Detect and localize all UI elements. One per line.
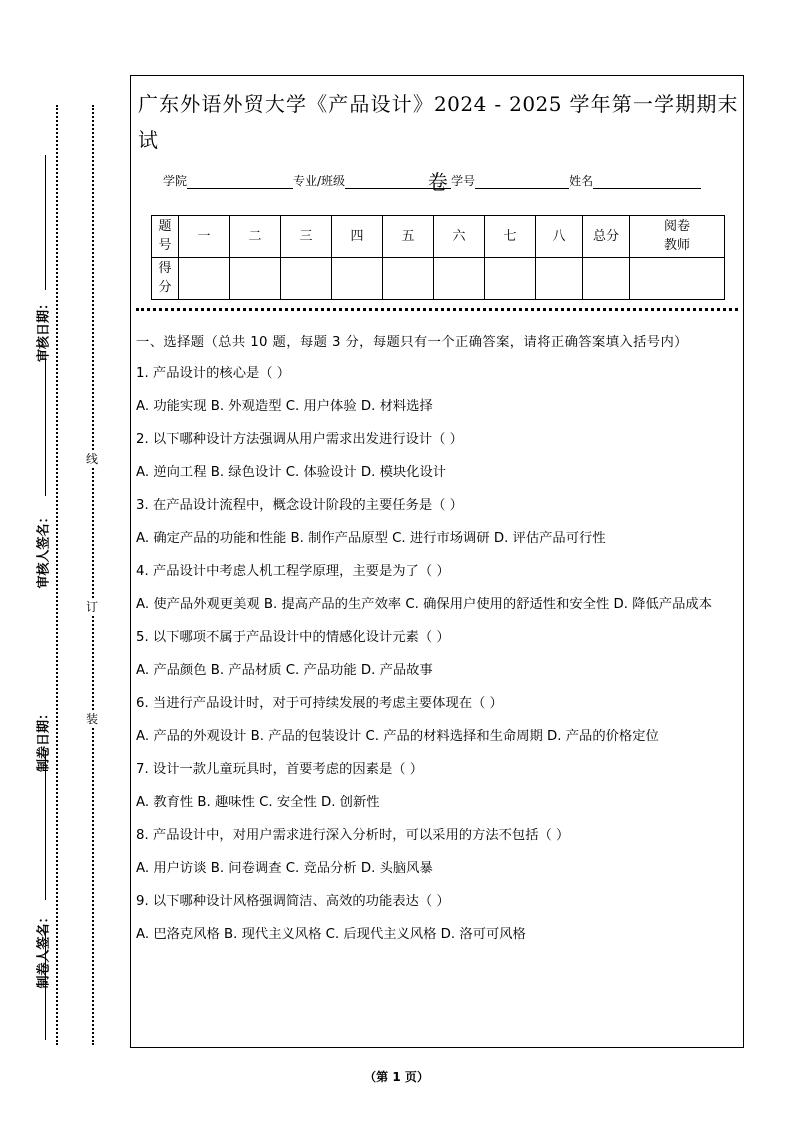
- question-options: A. 确定产品的功能和性能 B. 制作产品原型 C. 进行市场调研 D. 评估产品可行性: [136, 531, 606, 546]
- row-label: 得分: [158, 261, 172, 295]
- column-header: 七: [485, 216, 536, 258]
- question-list: [136, 363, 740, 945]
- college-blank[interactable]: [187, 174, 293, 189]
- score-cell[interactable]: [332, 258, 383, 300]
- column-header: 一: [179, 216, 230, 258]
- question-text: 4. 产品设计中考虑人机工程学原理，主要是为了（ ）: [136, 564, 450, 579]
- signature-line: [45, 155, 46, 290]
- signature-line: [45, 358, 46, 496]
- page-number: （第 1 页）: [364, 1070, 429, 1084]
- score-table-score-row: [152, 258, 725, 300]
- field-label-student-id: 学号: [451, 174, 476, 188]
- binding-char-ding: 订: [86, 600, 99, 614]
- score-cell[interactable]: [230, 258, 281, 300]
- column-header: 五: [383, 216, 434, 258]
- review-date-label: 审核日期：: [36, 297, 52, 363]
- question-options: A. 功能实现 B. 外观造型 C. 用户体验 D. 材料选择: [136, 399, 433, 414]
- binding-char-zhuang: 装: [86, 712, 99, 726]
- question-text: 1. 产品设计的核心是（ ）: [136, 366, 291, 381]
- score-cell[interactable]: [485, 258, 536, 300]
- score-cell[interactable]: [383, 258, 434, 300]
- column-header: 六: [434, 216, 485, 258]
- compiler-signature-label: 制卷人签名：: [36, 910, 52, 989]
- question-text: 9. 以下哪种设计风格强调简洁、高效的功能表达（ ）: [136, 894, 450, 909]
- header-label: 题号: [158, 219, 172, 253]
- section-instructions: 一、选择题（总共 10 题，每题 3 分，每题只有一个正确答案，请将正确答案填入括号内）: [136, 335, 688, 350]
- score-cell[interactable]: [583, 258, 630, 300]
- question-text: 2. 以下哪种设计方法强调从用户需求出发进行设计（ ）: [136, 432, 463, 447]
- score-table-header-row: [152, 216, 725, 258]
- question-options: A. 产品的外观设计 B. 产品的包装设计 C. 产品的材料选择和生命周期 D. 产品的价格定位: [136, 729, 659, 744]
- question-options: A. 用户访谈 B. 问卷调查 C. 竞品分析 D. 头脑风暴: [136, 861, 433, 876]
- column-header: 总分: [583, 216, 630, 258]
- field-label-college: 学院: [163, 174, 188, 188]
- score-cell[interactable]: [179, 258, 230, 300]
- score-cell[interactable]: [281, 258, 332, 300]
- question-options: A. 使产品外观更美观 B. 提高产品的生产效率 C. 确保用户使用的舒适性和安全性 D. 降低产品成本: [136, 597, 712, 612]
- question-options: A. 巴洛克风格 B. 现代主义风格 C. 后现代主义风格 D. 洛可可风格: [136, 927, 526, 942]
- column-header-grader: [630, 216, 725, 258]
- column-header: 三: [281, 216, 332, 258]
- question-text: 8. 产品设计中，对用户需求进行深入分析时，可以采用的方法不包括（ ）: [136, 828, 570, 843]
- header-label-cell: [152, 216, 179, 258]
- row-label-cell: [152, 258, 179, 300]
- question-text: 7. 设计一款儿童玩具时，首要考虑的因素是（ ）: [136, 762, 424, 777]
- field-label-name: 姓名: [569, 174, 594, 188]
- left-dotted-line: [56, 105, 58, 1045]
- reviewer-signature-label: 审核人签名：: [36, 510, 52, 589]
- score-cell[interactable]: [630, 258, 725, 300]
- score-cell[interactable]: [434, 258, 485, 300]
- column-header: 二: [230, 216, 281, 258]
- question-section: [136, 332, 740, 957]
- section-separator: [136, 308, 738, 311]
- title-line-1: 广东外语外贸大学《产品设计》2024 - 2025 学年第一学期期末试: [138, 92, 738, 152]
- column-header: 八: [536, 216, 583, 258]
- major-class-blank[interactable]: [345, 174, 451, 189]
- score-table: [151, 215, 725, 300]
- question-text: 6. 当进行产品设计时，对于可持续发展的考虑主要体现在（ ）: [136, 696, 503, 711]
- compile-date-label: 制卷日期：: [36, 707, 52, 773]
- binding-char-xian: 线: [86, 452, 99, 466]
- grader-label: 阅卷教师: [663, 219, 690, 253]
- student-id-blank[interactable]: [475, 174, 569, 189]
- question-text: 3. 在产品设计流程中，概念设计阶段的主要任务是（ ）: [136, 498, 463, 513]
- score-cell[interactable]: [536, 258, 583, 300]
- question-text: 5. 以下哪项不属于产品设计中的情感化设计元素（ ）: [136, 630, 450, 645]
- student-info-row: [163, 172, 701, 189]
- name-blank[interactable]: [593, 174, 701, 189]
- title-line-2: 卷: [427, 170, 449, 194]
- question-options: A. 逆向工程 B. 绿色设计 C. 体验设计 D. 模块化设计: [136, 465, 447, 480]
- field-label-major-class: 专业/班级: [293, 174, 346, 188]
- question-options: A. 教育性 B. 趣味性 C. 安全性 D. 创新性: [136, 795, 380, 810]
- column-header: 四: [332, 216, 383, 258]
- question-options: A. 产品颜色 B. 产品材质 C. 产品功能 D. 产品故事: [136, 663, 433, 678]
- cut-dotted-line: [92, 105, 94, 1045]
